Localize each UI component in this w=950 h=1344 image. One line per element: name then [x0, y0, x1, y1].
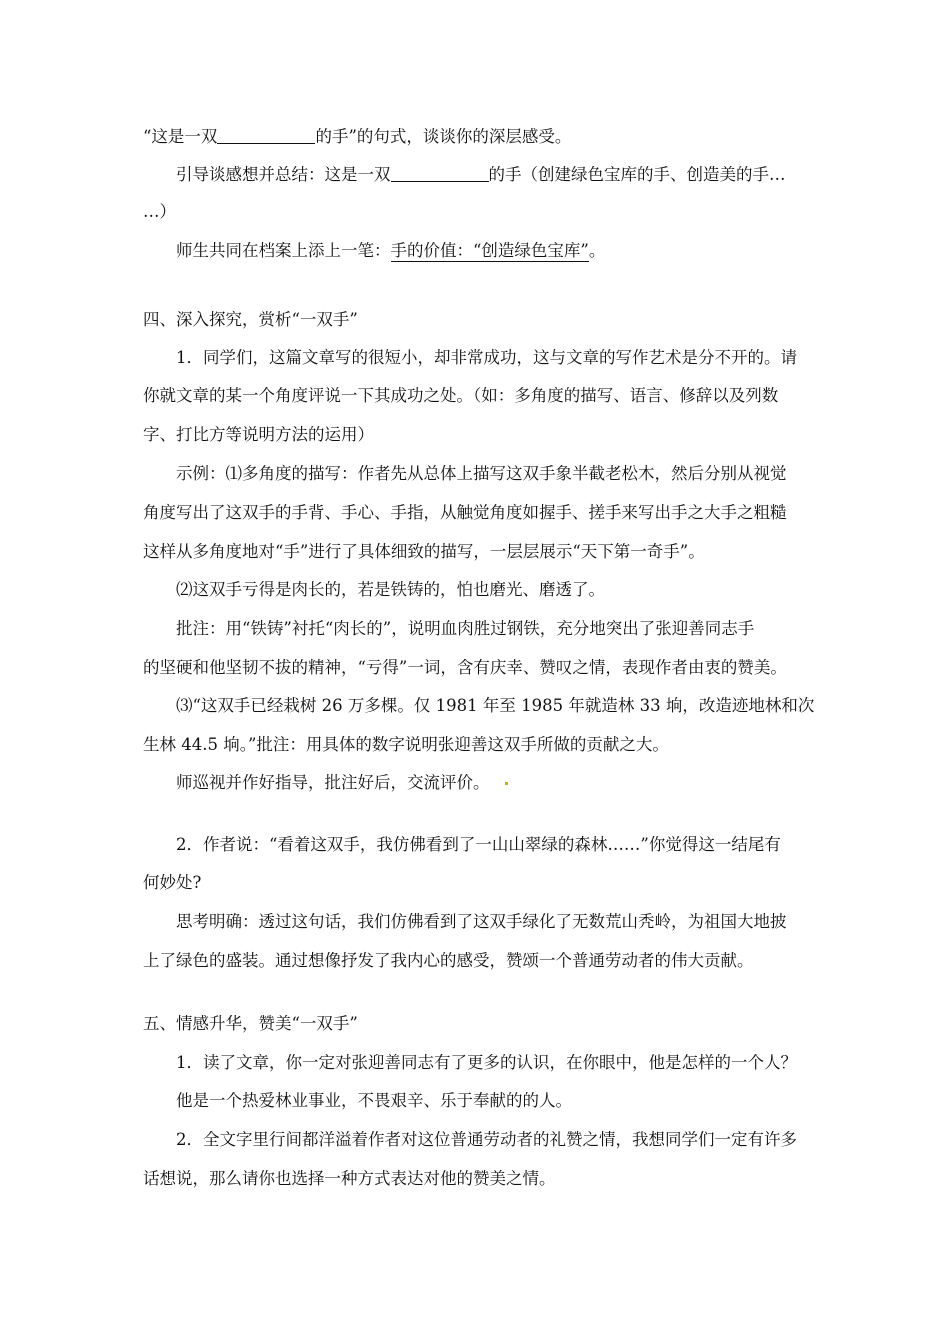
text-line: 你就文章的某一个角度评说一下其成功之处。（如：多角度的描写、语言、修辞以及列数: [143, 386, 779, 405]
text-line: …）: [143, 202, 176, 221]
text-line: 上了绿色的盛装。通过想像抒发了我内心的感受，赞颂一个普通劳动者的伟大贡献。: [143, 951, 754, 970]
text-span: 引导谈感想并总结：这是一双: [176, 165, 391, 184]
text-line: 他是一个热爱林业事业，不畏艰辛、乐于奉献的的人。: [176, 1091, 572, 1110]
text-line: 生林 44.5 垧。”批注：用具体的数字说明张迎善这双手所做的贡献之大。: [143, 735, 669, 754]
text-line: 2．全文字里行间都洋溢着作者对这位普通劳动者的礼赞之情，我想同学们一定有许多: [176, 1130, 797, 1149]
text-span: “这是一双: [143, 127, 218, 146]
text-span: 的手”的句式，谈谈你的深层感受。: [315, 127, 572, 146]
text-line: 思考明确：透过这句话，我们仿佛看到了这双手绿化了无数荒山秃岭，为祖国大地披: [176, 912, 787, 931]
fill-in-blank: [391, 163, 489, 182]
text-line: 角度写出了这双手的手背、手心、手指，从触觉角度如握手、搓手来写出手之大手之粗糙: [143, 503, 787, 522]
text-line: 师巡视并作好指导，批注好后，交流评价。: [176, 773, 490, 792]
text-line: 字、打比方等说明方法的运用）: [143, 425, 374, 444]
text-line: ⑵这双手亏得是肉长的，若是铁铸的，怕也磨光、磨透了。: [176, 580, 605, 599]
text-span: 的手（创建绿色宝库的手、创造美的手…: [488, 165, 786, 184]
fill-in-blank: [217, 125, 315, 144]
text-line: 话想说，那么请你也选择一种方式表达对他的赞美之情。: [143, 1169, 556, 1188]
underlined-text: 手的价值：“创造绿色宝库”: [390, 241, 589, 260]
text-line: [143, 125, 950, 148]
text-line: 这样从多角度地对“手”进行了具体细致的描写，一层层展示“天下第一奇手”。: [143, 542, 705, 561]
text-line: 何妙处?: [143, 873, 202, 892]
text-line: 2．作者说：“看着这双手，我仿佛看到了一山山翠绿的森林……”你觉得这一结尾有: [176, 835, 781, 854]
text-line: 1．读了文章，你一定对张迎善同志有了更多的认识，在你眼中，他是怎样的一个人？: [176, 1053, 797, 1072]
text-line: 1．同学们，这篇文章写的很短小，却非常成功，这与文章的写作艺术是分不开的。请: [176, 348, 797, 367]
section-heading: 四、深入探究，赏析“一双手”: [143, 310, 358, 329]
text-span: 。: [588, 241, 606, 260]
text-line: [176, 240, 950, 262]
text-line: [176, 163, 950, 186]
stray-mark: [505, 782, 508, 785]
text-line: 示例：⑴多角度的描写：作者先从总体上描写这双手象半截老松木，然后分别从视觉: [176, 464, 787, 483]
text-line: 的坚硬和他坚韧不拔的精神，“亏得”一词，含有庆幸、赞叹之情，表现作者由衷的赞美。: [143, 658, 787, 677]
text-line: ⑶“这双手已经栽树 26 万多棵。仅 1981 年至 1985 年就造林 33 垧，改造迹地林和次: [176, 696, 815, 715]
section-heading: 五、情感升华，赞美“一双手”: [143, 1014, 358, 1033]
text-span: 师生共同在档案上添上一笔：: [176, 241, 391, 260]
text-line: 批注：用“铁铸”衬托“肉长的”，说明血肉胜过钢铁，充分地突出了张迎善同志手: [176, 619, 755, 638]
